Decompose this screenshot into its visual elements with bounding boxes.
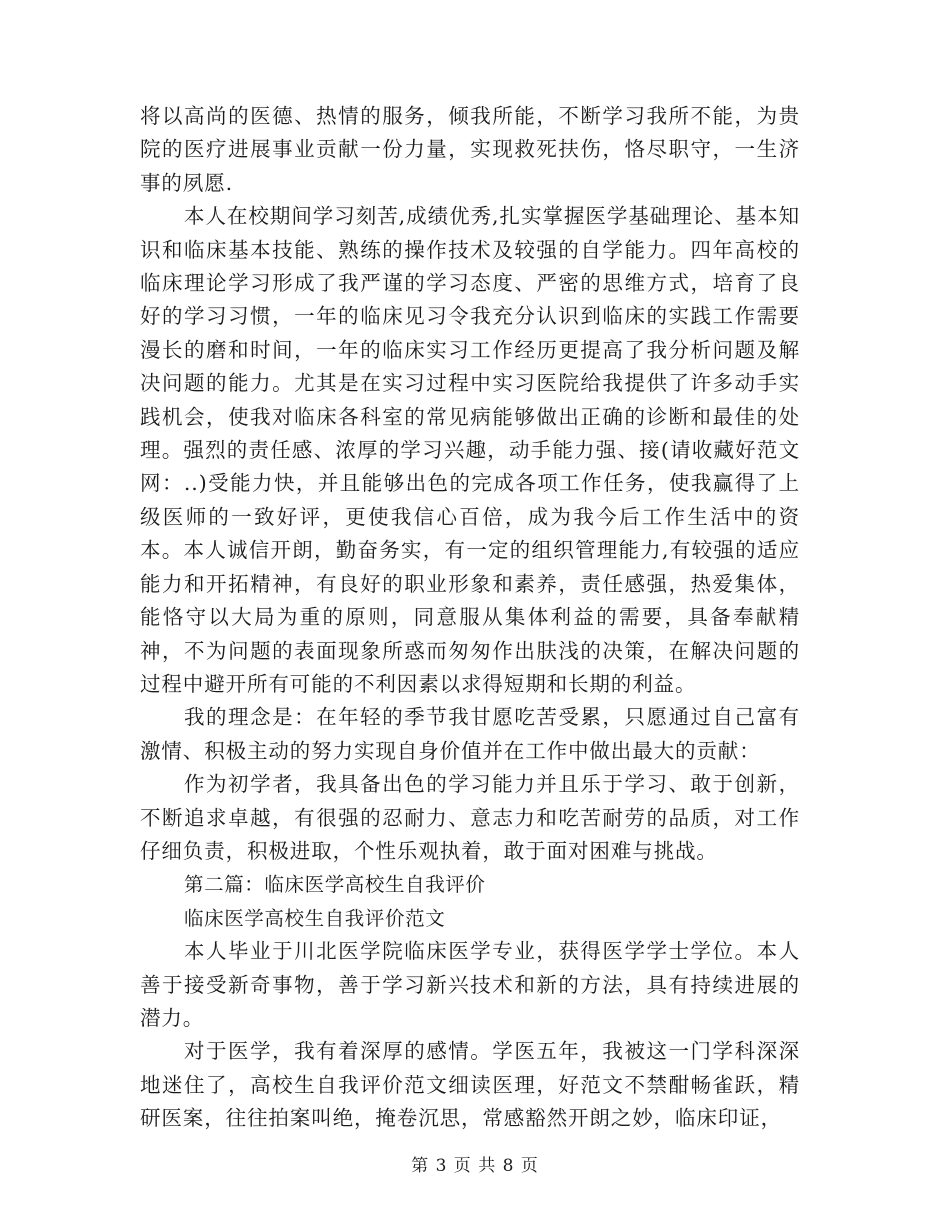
page-footer bbox=[0, 1154, 950, 1178]
footer-suffix: 页 bbox=[520, 1156, 539, 1176]
paragraph-1: 将以高尚的医德、热情的服务，倾我所能，不断学习我所不能，为贵院的医疗进展事业贡献一份力量，实现救死扶伤，恪尽职守，一生济事的夙愿. bbox=[140, 104, 800, 195]
document-body bbox=[140, 100, 822, 1136]
footer-middle: 页 共 bbox=[453, 1156, 497, 1176]
footer-total-pages: 8 bbox=[502, 1156, 515, 1176]
section-heading: 第二篇：临床医学高校生自我评价 bbox=[184, 873, 486, 897]
paragraph-6: 对于医学，我有着深厚的感情。学医五年，我被这一门学科深深地迷住了，高校生自我评价范文细读医理，好范文不禁酣畅雀跃，精研医案，往往拍案叫绝，掩卷沉思，常感豁然开朗之妙，临床印证， bbox=[140, 1039, 800, 1131]
paragraph-4: 作为初学者，我具备出色的学习能力并且乐于学习、敢于创新，不断追求卓越，有很强的忍耐力、意志力和吃苦耐劳的品质，对工作仔细负责，积极进取，个性乐观执着，敢于面对困难与挑战。 bbox=[140, 772, 800, 863]
footer-current-page: 3 bbox=[435, 1156, 448, 1176]
paragraph-5: 本人毕业于川北医学院临床医学专业，获得医学学士学位。本人善于接受新奇事物，善于学习新兴技术和新的方法，具有持续进展的潜力。 bbox=[140, 939, 800, 1030]
section-subheading: 临床医学高校生自我评价范文 bbox=[184, 906, 446, 930]
footer-prefix: 第 bbox=[411, 1156, 430, 1176]
paragraph-3: 我的理念是：在年轻的季节我甘愿吃苦受累，只愿通过自己富有激情、积极主动的努力实现自身价值并在工作中做出最大的贡献： bbox=[140, 705, 800, 763]
paragraph-2: 本人在校期间学习刻苦,成绩优秀,扎实掌握医学基础理论、基本知识和临床基本技能、熟练的操作技术及较强的自学能力。四年高校的临床理论学习形成了我严谨的学习态度、严密的思维方式，培育了良好的学习习惯，一年的临床见习令我充分认识到临床的实践工作需要漫长的磨和时间，一年的临床实习工作经历更提高了我分析问题及解决问题的能力。尤其是在实习过程中实习医院给我提供了许多动手实践机会，使我对临床各科室的常见病能够做出正确的诊断和最佳的处理。强烈的责任感、浓厚的学习兴趣，动手能力强、接(请收藏好范文 网：..)受能力快，并且能够出色的完成各项工作任务，使我赢得了上级医师的一致好评，更使我信心百倍，成为我今后工作生活中的资本。本人诚信开朗，勤奋务实，有一定的组织管理能力,有较强的适应能力和开拓精神，有良好的职业形象和素养，责任感强，热爱集体，能恪守以大局为重的原则，同意服从集体利益的需要，具备奉献精神，不为问题的表面现象所惑而匆匆作出肤浅的决策，在解决问题的过程中避开所有可能的不利因素以求得短期和长期的利益。 bbox=[140, 204, 822, 696]
